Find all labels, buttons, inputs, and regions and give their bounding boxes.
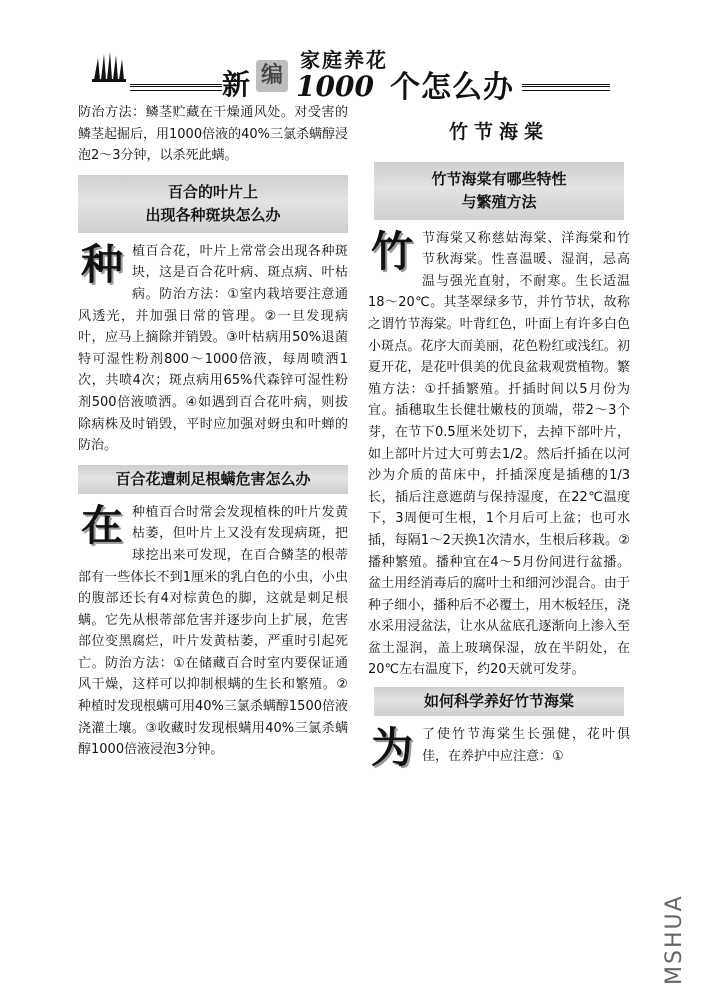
header-bian-badge: 编	[256, 60, 288, 92]
paragraph-text: 种植百合时常会发现植株的叶片发黄枯萎，但叶片上又没有发现病斑，把球挖出来可发现，在百合鳞茎的根蒂部有一些体长不到1厘米的乳白色的小虫，小虫的腹部还长有4对棕黄色的脚，这就是刺足根螨。它先从根蒂部危害并逐步向上扩展，危害部位变黑腐烂，叶片发黄枯萎，严重时引起死亡。防治方法：①在储藏百合时室内要保证通风干燥，这样可以抑制根螨的生长和繁殖。②种植时发现根螨可用40%三氯杀螨醇1500倍液浇灌土壤。③收藏时发现根螨用40%三氯杀螨醇1000倍液浸泡3分钟。	[78, 504, 348, 758]
header-zenmeban: 个怎么办	[390, 70, 514, 105]
header-number: 1000	[296, 70, 374, 103]
header-rule-right	[522, 84, 610, 91]
section-heading-lily-leaf-spots	[78, 175, 348, 233]
left-column	[78, 102, 348, 761]
lily-leaf-spots-paragraph	[78, 241, 348, 457]
page-header	[0, 0, 708, 110]
paragraph-text: 节海棠又称慈姑海棠、洋海棠和竹节秋海棠。性喜温暖、湿润，忌高温与强光直射，不耐寒。生长适温18～20℃。其茎翠绿多节，并竹节状，故称之谓竹节海棠。叶背红色，叶面上有许多白色小斑点。花序大而美丽，花色粉红或浅红。初夏开花，是花叶俱美的优良盆栽观赏植物。繁殖方法：①扦插繁殖。扦插时间以5月份为宜。插穗取生长健壮嫩枝的顶端，带2～3个芽，在节下0.5厘米处切下，去掉下部叶片，如上部叶片过大可剪去1/2。然后扦插在以河沙为介质的苗床中，扦插深度是插穗的1/3长，插后注意遮荫与保持湿度，在22℃温度下，3周便可生根，1个月后可上盆；也可水插，每隔1～2天换1次清水，生根后移栽。②播种繁殖。播种宜在4～5月份间进行盆播。盆土用经消毒后的腐叶土和细河沙混合。由于种子细小，播种后不必覆土，用木板轻压，浇水采用浸盆法，让水从盆底孔逐渐向上渗入至盆土湿润，盖上玻璃保湿，放在半阴处，在20℃左右温度下，约20天就可发芽。	[368, 230, 630, 678]
right-column	[368, 116, 630, 773]
drop-cap: 在	[81, 500, 124, 550]
section-heading-line1: 竹节海棠有哪些特性	[431, 169, 567, 188]
left-intro-paragraph: 防治方法：鳞茎贮藏在干燥通风处。对受害的鳞茎起掘后，用1000倍液的40%三氯杀螨醇浸泡2～3分钟，以杀死此螨。	[78, 105, 348, 164]
header-rule-left	[130, 84, 222, 91]
section-heading-line1: 百合花遭刺足根螨危害怎么办	[115, 469, 311, 488]
section-heading-line1: 如何科学养好竹节海棠	[423, 692, 574, 711]
drop-cap: 种	[81, 239, 124, 289]
drop-cap: 竹	[371, 226, 414, 276]
drop-cap: 为	[371, 723, 414, 773]
section-heading-begonia-care	[374, 687, 624, 716]
bulb-mite-paragraph	[78, 502, 348, 761]
section-heading-line2: 出现各种斑块怎么办	[145, 205, 281, 224]
paragraph-text: 植百合花，叶片上常常会出现各种斑块，这是百合花叶病、斑点病、叶枯病。防治方法：①室内栽培要注意通风透光，并加强日常的管理。②一旦发现病叶，应马上摘除并销毁。③叶枯病用50%退菌特可湿性粉剂800～1000倍液，每周喷洒1次，共喷4次；斑点病用65%代森锌可湿性粉剂500倍液喷洒。④如遇到百合花叶病，则拔除病株及时销毁，平时应加强对蚜虫和叶蝉的防治。	[78, 243, 348, 454]
section-heading-bulb-mite	[78, 465, 348, 494]
section-heading-line1: 百合的叶片上	[167, 182, 258, 201]
article-title: 竹节海棠	[448, 121, 549, 143]
begonia-care-paragraph	[368, 723, 630, 773]
watermark-text: MSHUA	[662, 894, 687, 986]
header-xin: 新	[222, 68, 249, 101]
leaf-logo-icon	[90, 50, 130, 84]
section-heading-begonia-traits	[374, 162, 624, 220]
header-series-name: 家庭养花	[300, 48, 388, 72]
paragraph-text: 了使竹节海棠生长强健，花叶俱佳，在养护中应注意：①	[422, 727, 630, 764]
section-heading-line2: 与繁殖方法	[461, 192, 537, 211]
begonia-traits-paragraph	[368, 228, 630, 681]
